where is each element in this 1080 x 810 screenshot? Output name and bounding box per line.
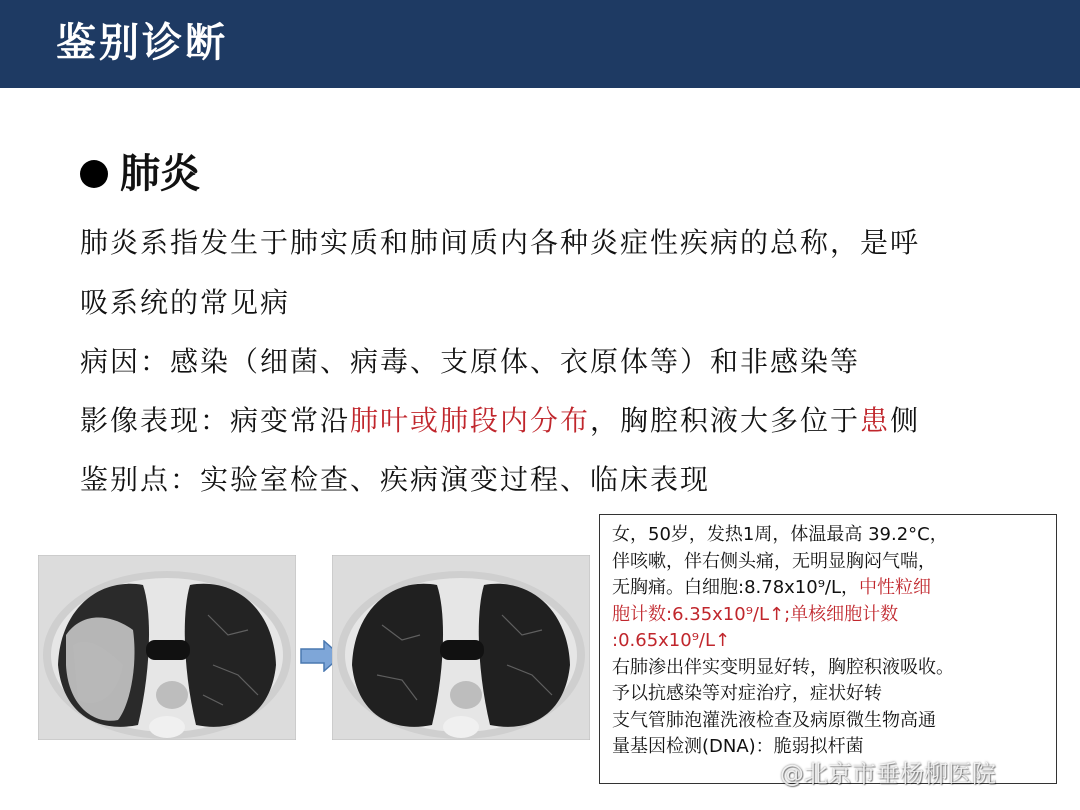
section-title: 肺炎 [120,150,200,197]
case-line-3-text: 无胸痛。白细胞:8.78x10⁹/L， [612,577,860,598]
case-report-box [599,514,1057,784]
cause-line: 病因：感染（细菌、病毒、支原体、衣原体等）和非感染等 [80,345,861,378]
case-line-6: 右肺渗出伴实变明显好转，胸腔积液吸收。 [612,656,954,678]
imaging-line [80,401,920,441]
case-line-9: 量基因检测(DNA)：脆弱拟杆菌 [612,736,864,757]
differential-line: 鉴别点：实验室检查、疾病演变过程、临床表现 [80,463,711,496]
ct-image-after [332,555,590,740]
header-bar [0,0,1080,88]
section-heading [80,146,200,202]
imaging-highlight-1: 肺叶或肺段内分布 [350,404,591,437]
case-line-1: 女，50岁，发热1周，体温最高 39.2°C， [612,524,948,545]
imaging-suffix: 侧 [890,404,921,437]
ct-image-before [38,555,296,740]
definition-line-1: 肺炎系指发生于肺实质和肺间质内各种炎症性疾病的总称，是呼 [80,226,921,259]
case-line-4: 胞计数:6.35x10⁹/L↑;单核细胞计数 [612,603,899,625]
case-line-3 [612,575,1046,602]
page-title: 鉴别诊断 [56,20,228,66]
imaging-highlight-2: 患 [860,404,891,437]
bullet-icon [80,160,108,188]
case-line-2: 伴咳嗽，伴右侧头痛，无明显胸闷气喘， [612,550,936,572]
definition-line-2: 吸系统的常见病 [80,286,291,319]
watermark: @北京市垂杨柳医院 [780,760,996,788]
case-line-8: 支气管肺泡灌洗液检查及病原微生物高通 [612,709,936,731]
case-line-7: 予以抗感染等对症治疗，症状好转 [612,683,882,704]
imaging-mid: ，胸腔积液大多位于 [590,404,861,437]
case-line-3-highlight: 中性粒细 [859,577,932,598]
imaging-prefix: 影像表现：病变常沿 [80,404,351,437]
case-line-5: :0.65x10⁹/L↑ [612,630,731,651]
